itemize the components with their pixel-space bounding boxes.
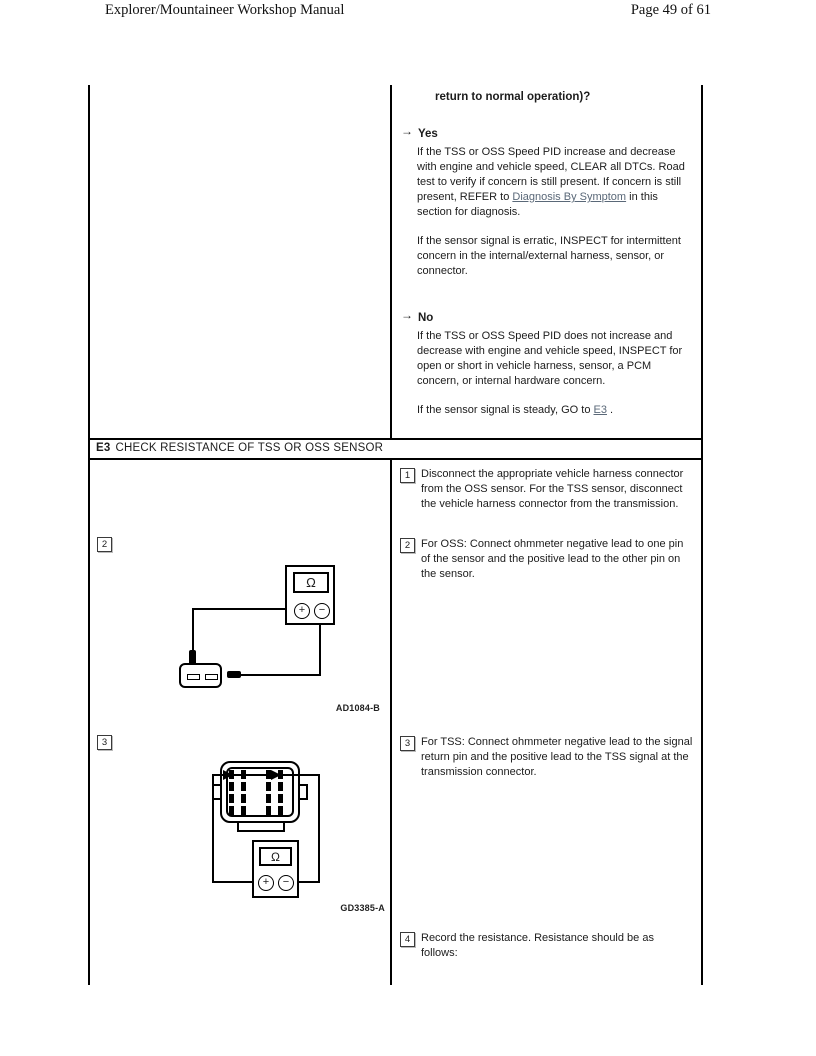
- ohm-display: [293, 572, 329, 593]
- step-number-badge: 1: [400, 468, 415, 483]
- yes-p1-text: If the TSS or OSS Speed PID increase and decrease with engine and vehicle speed, CLEAR all DTCs. Road test to verify if concern is still present. If concern is still present, REFER to: [417, 146, 685, 203]
- yes-p1-tail: in this section for diagnosis.: [417, 191, 658, 218]
- table-row-continued: [88, 85, 703, 438]
- step-number-badge: 3: [400, 736, 415, 751]
- step-text: Disconnect the appropriate vehicle harness connector from the OSS sensor. For the TSS sensor, disconnect the vehicle harness connector from the transmission.: [421, 468, 684, 510]
- test-step-header: [88, 438, 703, 460]
- step-text: Record the resistance. Resistance should be as follows:: [421, 932, 654, 959]
- yes-paragraph-2: If the sensor signal is erratic, INSPECT for intermittent concern in the internal/external harness, sensor, or connector.: [417, 235, 681, 277]
- yes-body: [417, 145, 695, 279]
- figure-number-badge: 3: [97, 735, 112, 750]
- no-label: No: [418, 312, 434, 324]
- no-p2-tail: .: [606, 404, 614, 416]
- details-cell: [392, 85, 703, 438]
- yes-paragraph-1: [417, 145, 695, 220]
- connector-pin: [241, 806, 246, 815]
- connector-pin: [229, 794, 234, 803]
- ohm-symbol: Ω: [271, 850, 280, 864]
- negative-lead-wire: [319, 618, 321, 676]
- step-item: [392, 735, 696, 780]
- manual-title: Explorer/Mountaineer Workshop Manual: [105, 2, 345, 18]
- figure-caption: AD1084-B: [335, 703, 380, 713]
- no-body: [417, 329, 695, 418]
- connector-pin: [266, 782, 271, 791]
- diagnosis-by-symptom-link[interactable]: Diagnosis By Symptom: [512, 191, 627, 203]
- lead-arrow-icon: [271, 770, 281, 780]
- ohmmeter: [285, 565, 335, 625]
- connector-pin: [278, 806, 283, 815]
- result-arrow-icon: →: [401, 308, 413, 322]
- step-item: [392, 537, 696, 582]
- step-number-badge: 2: [400, 538, 415, 553]
- negative-terminal-icon: −: [278, 875, 294, 891]
- yes-heading: [401, 126, 438, 140]
- page-header: [105, 2, 711, 19]
- no-p2-text: If the sensor signal is steady, GO to: [417, 404, 594, 416]
- no-paragraph-1: If the TSS or OSS Speed PID does not increase and decrease with engine and vehicle speed, INSPECT for open or short in vehicle harness, sensor, a PCM concern, or internal hardware concern.: [417, 330, 683, 387]
- action-cell-empty: [88, 85, 392, 438]
- test-step-title: CHECK RESISTANCE OF TSS OR OSS SENSOR: [115, 442, 384, 454]
- ohm-symbol: Ω: [306, 575, 316, 590]
- connector-pin: [266, 794, 271, 803]
- connector-pin: [241, 782, 246, 791]
- table-row-e3: [88, 460, 703, 985]
- negative-lead-wire: [318, 774, 320, 883]
- figure-caption: GD3385-A: [340, 903, 385, 913]
- oss-sensor-connector: [179, 663, 222, 688]
- ohmmeter: [252, 840, 299, 898]
- question-fragment: return to normal operation)?: [435, 91, 591, 103]
- connector-pin: [187, 674, 200, 680]
- no-paragraph-2: [417, 403, 695, 418]
- result-arrow-icon: →: [401, 124, 413, 138]
- no-heading: [401, 310, 433, 324]
- step-item: [392, 931, 696, 961]
- negative-lead-wire: [241, 674, 321, 676]
- step-item: [392, 467, 696, 512]
- diagnostic-table: [88, 85, 703, 985]
- yes-label: Yes: [418, 128, 438, 140]
- step-text: For OSS: Connect ohmmeter negative lead to one pin of the sensor and the positive lead to the other pin on the sensor.: [421, 538, 684, 580]
- positive-terminal-icon: +: [258, 875, 274, 891]
- probe-tip-icon: [227, 671, 241, 678]
- test-step-id: E3: [96, 442, 111, 454]
- figures-cell: [88, 460, 392, 985]
- connector-pin: [278, 782, 283, 791]
- page-number: Page 49 of 61: [630, 2, 711, 18]
- connector-pin: [241, 794, 246, 803]
- step-number-badge: 4: [400, 932, 415, 947]
- connector-pin: [205, 674, 218, 680]
- e3-link[interactable]: E3: [593, 404, 607, 416]
- positive-lead-wire: [192, 608, 293, 610]
- connector-pin: [278, 794, 283, 803]
- step-text: For TSS: Connect ohmmeter negative lead to the signal return pin and the positive lead to the TSS signal at the transmission connector.: [421, 736, 693, 778]
- steps-cell: [392, 460, 703, 985]
- positive-lead-wire: [213, 881, 257, 883]
- negative-terminal-icon: −: [314, 603, 330, 619]
- connector-pin: [229, 782, 234, 791]
- connector-pin: [229, 806, 234, 815]
- lead-arrow-icon: [223, 770, 233, 780]
- figure-number-badge: 2: [97, 537, 112, 552]
- positive-terminal-icon: +: [294, 603, 310, 619]
- positive-lead-wire: [212, 774, 214, 883]
- positive-lead-wire: [192, 608, 194, 652]
- ohm-display: [259, 847, 292, 866]
- connector-pin: [266, 806, 271, 815]
